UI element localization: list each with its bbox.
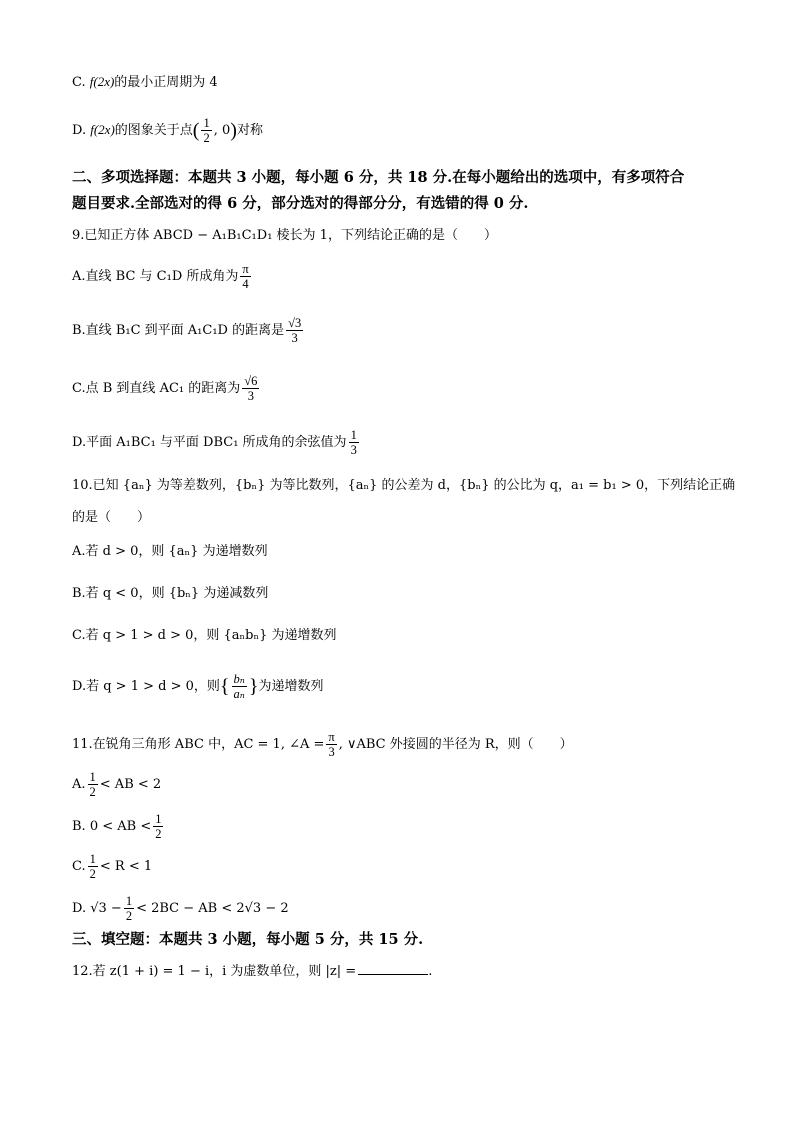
denominator: 3 — [350, 443, 357, 457]
fraction — [201, 116, 211, 145]
q10-stem-line1: 10.已知 {aₙ} 为等差数列，{bₙ} 为等比数列，{aₙ} 的公差为 d，{bₙ} 的公比为 q，a₁ = b₁ > 0，下列结论正确 — [72, 478, 736, 493]
numerator: √3 — [288, 316, 302, 330]
option-text: B. 0 < AB < — [72, 819, 152, 834]
fraction — [349, 428, 359, 457]
option-label: C. — [72, 859, 86, 874]
denominator: 3 — [328, 745, 335, 759]
denominator: 3 — [247, 389, 254, 403]
option-label: C. — [72, 75, 90, 90]
q10-option-d — [72, 672, 323, 701]
option-text: < AB < 2 — [99, 777, 162, 792]
numerator: 1 — [155, 812, 162, 826]
left-paren: ( — [192, 119, 200, 142]
option-text: < R < 1 — [99, 859, 153, 874]
q8-option-d — [72, 116, 263, 145]
left-brace: { — [219, 675, 230, 698]
right-brace: } — [248, 675, 259, 698]
section-2-heading-line2: 题目要求.全部选对的得 6 分，部分选对的得部分分，有选错的得 0 分. — [72, 195, 529, 212]
fraction — [286, 316, 303, 345]
denominator: 2 — [89, 867, 96, 881]
option-text: D.平面 A₁BC₁ 与平面 DBC₁ 所成角的余弦值为 — [72, 435, 347, 450]
q11-option-d — [72, 894, 289, 923]
option-label: A. — [72, 777, 86, 792]
q9-option-d — [72, 428, 361, 457]
denominator: 2 — [155, 827, 162, 841]
numerator: 1 — [203, 116, 210, 130]
option-text: A.直线 BC 与 C₁D 所成角为 — [72, 269, 239, 284]
stem-text: , ∨ABC 外接圆的半径为 R，则（ ） — [338, 737, 573, 752]
q11-stem — [72, 730, 573, 759]
fraction — [240, 262, 250, 291]
q9-stem: 9.已知正方体 ABCD − A₁B₁C₁D₁ 棱长为 1，下列结论正确的是（ ） — [72, 228, 497, 243]
fraction — [242, 374, 259, 403]
denominator: 4 — [242, 277, 249, 291]
numerator: √6 — [244, 374, 258, 388]
q9-option-c — [72, 374, 261, 403]
section-3-heading: 三、填空题：本题共 3 小题，每小题 5 分，共 15 分. — [72, 931, 424, 948]
stem-text: 12.若 z(1 + i) = 1 − i，i 为虚数单位，则 |z| = — [72, 964, 357, 979]
numerator: 1 — [350, 428, 357, 442]
option-text: C.点 B 到直线 AC₁ 的距离为 — [72, 381, 241, 396]
q12-stem — [72, 962, 432, 982]
q10-option-a: A.若 d > 0，则 {aₙ} 为递增数列 — [72, 544, 268, 559]
denominator: 2 — [125, 909, 133, 923]
q11-option-a — [72, 770, 161, 799]
numerator: 1 — [89, 852, 96, 866]
math-expression: f(2x) — [90, 122, 115, 137]
q11-option-b — [72, 812, 165, 841]
option-text: D.若 q > 1 > d > 0，则 — [72, 679, 220, 694]
q8-option-c — [72, 72, 218, 93]
q9-option-b — [72, 316, 305, 345]
q11-option-c — [72, 852, 152, 881]
answer-blank[interactable] — [358, 962, 428, 975]
fraction — [232, 672, 247, 701]
option-text: 对称 — [236, 123, 263, 138]
option-text: D. √3 − — [72, 901, 122, 916]
q10-option-b: B.若 q < 0，则 {bₙ} 为递减数列 — [72, 586, 269, 601]
denominator: 2 — [89, 785, 96, 799]
q9-option-a — [72, 262, 253, 291]
fraction — [153, 812, 163, 841]
fraction — [326, 730, 336, 759]
numerator: 1 — [89, 770, 96, 784]
q10-option-c: C.若 q > 1 > d > 0，则 {aₙbₙ} 为递增数列 — [72, 628, 337, 643]
numerator: bₙ — [233, 672, 245, 686]
numerator: 1 — [125, 894, 133, 908]
option-text: < 2BC − AB < 2√3 − 2 — [136, 901, 289, 916]
option-text: 的最小正周期为 4 — [114, 75, 218, 90]
option-text: 为递增数列 — [258, 679, 324, 694]
stem-text: 11.在锐角三角形 ABC 中，AC = 1, ∠A = — [72, 737, 325, 752]
denominator: 3 — [291, 331, 298, 345]
fraction — [88, 770, 98, 799]
right-paren: ) — [230, 119, 237, 142]
stem-text: . — [428, 964, 433, 979]
math-expression: f(2x) — [89, 74, 115, 89]
option-label: D. — [72, 123, 91, 138]
section-2-heading-line1: 二、多项选择题：本题共 3 小题，每小题 6 分，共 18 分.在每小题给出的选项中，有多项符合 — [72, 169, 685, 186]
numerator: π — [242, 262, 249, 276]
option-text: 的图象关于点 — [114, 123, 193, 138]
numerator: π — [328, 730, 335, 744]
q10-stem-line2: 的是（ ） — [72, 510, 151, 525]
math-expression: , 0 — [213, 123, 231, 138]
option-text: B.直线 B₁C 到平面 A₁C₁D 的距离是 — [72, 323, 285, 338]
denominator: 2 — [203, 131, 210, 145]
denominator: aₙ — [233, 687, 245, 701]
fraction — [88, 852, 98, 881]
fraction — [124, 894, 134, 923]
